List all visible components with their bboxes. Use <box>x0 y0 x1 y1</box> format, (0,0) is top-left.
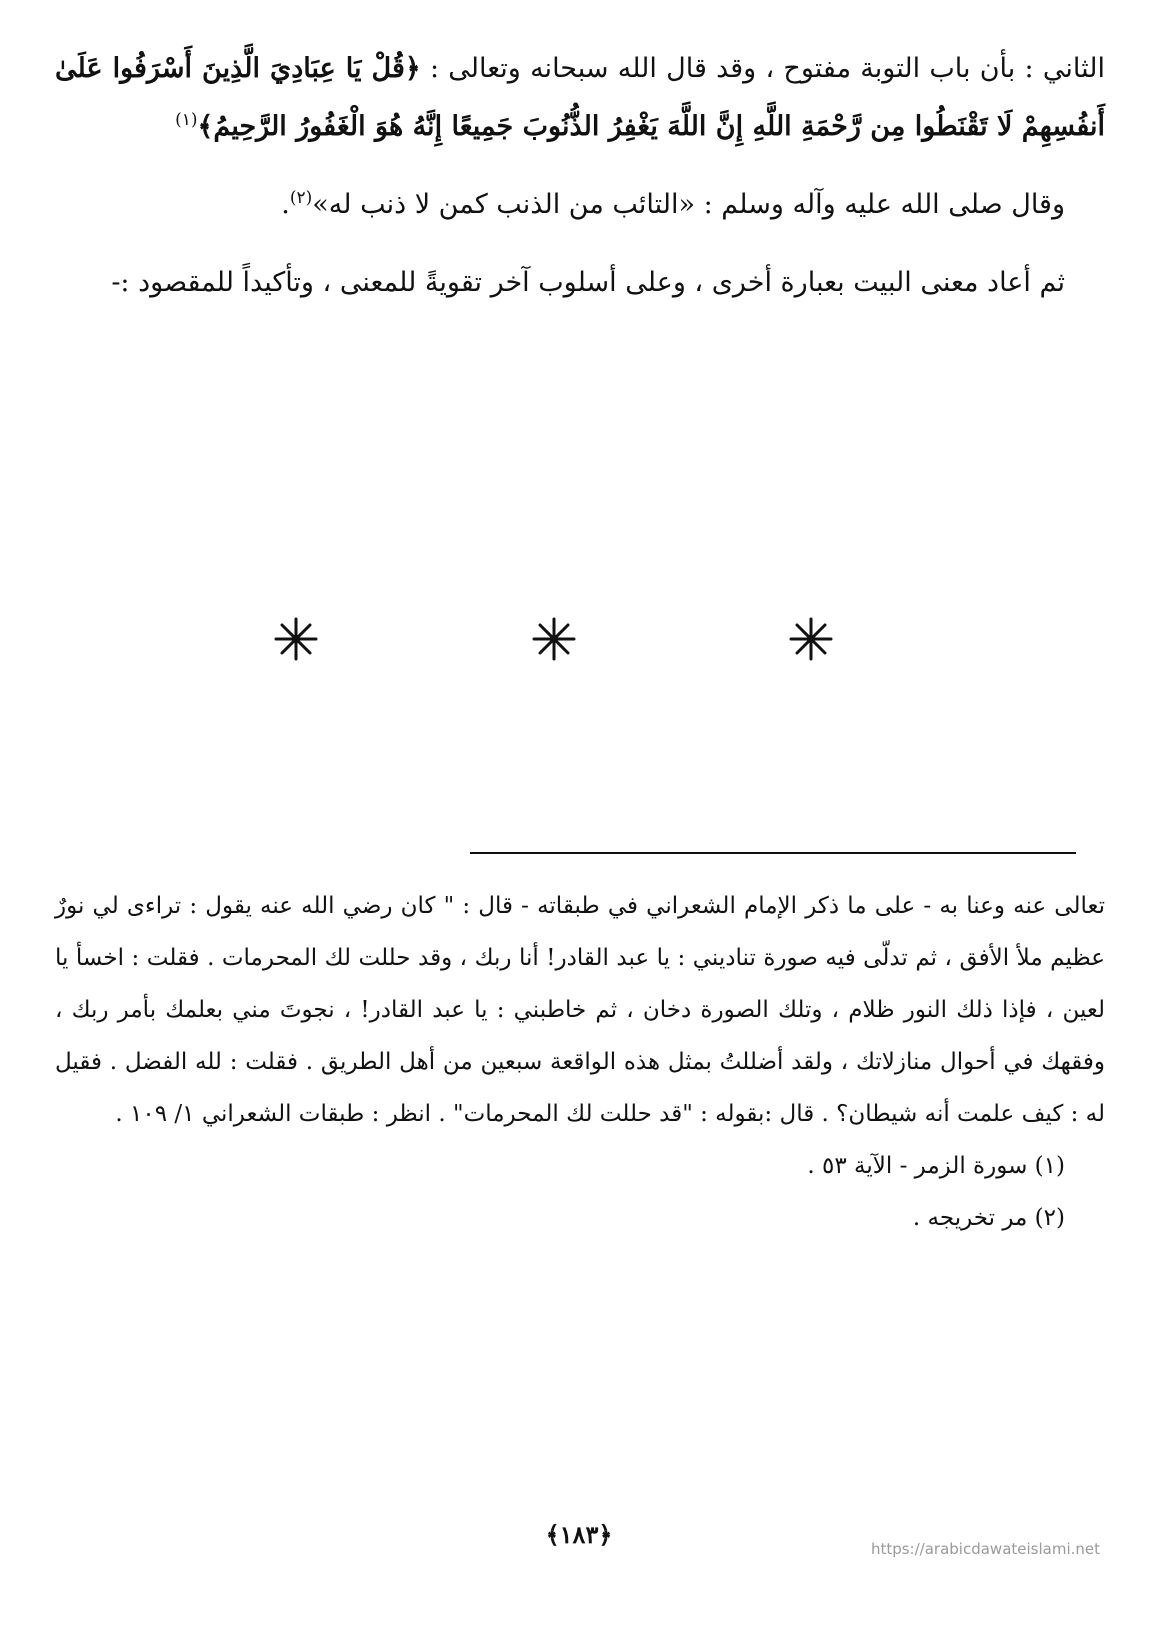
footnote-ref-1: (١) <box>175 110 198 130</box>
asterisk-ornament-icon <box>530 615 578 663</box>
paragraph-1-text: الثاني : بأن باب التوبة مفتوح ، وقد قال الله سبحانه وتعالى : <box>420 53 1105 84</box>
footnote-continued: تعالى عنه وعنا به - على ما ذكر الإمام الشعراني في طبقاته - قال : " كان رضي الله عنه يقول : تراءى لي نورٌ عظيم ملأ الأفق ، ثم تدلّى فيه صورة تناديني : يا عبد القادر! أنا ربك ، وقد حللت لك المحرمات . فقلت : اخسأ يا لعين ، فإذا ذلك النور ظلام ، وتلك الصورة دخان ، ثم خاطبني : يا عبد القادر! ، نجوتَ مني بعلمك بأمر ربك ، وفقهك في أحوال منازلاتك ، ولقد أضللتُ بمثل هذه الواقعة سبعين من أهل الطريق . فقلت : لله الفضل . فقيل له : كيف علمت أنه شيطان؟ . قال :بقوله : "قد حللت لك المحرمات" . انظر : طبقات الشعراني ١/ ١٠٩ . <box>55 893 1105 1127</box>
footnote-2: (٢) مر تخريجه . <box>912 1205 1065 1231</box>
paragraph-3: ثم أعاد معنى البيت بعبارة أخرى ، وعلى أسلوب آخر تقويةً للمعنى ، وتأكيداً للمقصود :- <box>111 267 1065 298</box>
paragraph-2-end: . <box>281 189 290 220</box>
paragraph-1 <box>55 40 1105 156</box>
page-number: ﴿١٨٣﴾ <box>545 1520 613 1549</box>
quran-verse: ﴿قُلْ يَا عِبَادِيَ الَّذِينَ أَسْرَفُوا عَلَىٰ أَنفُسِهِمْ لَا تَقْنَطُوا مِن رَّحْمَةِ اللَّهِ إِنَّ اللَّهَ يَغْفِرُ الذُّنُوبَ جَمِيعًا إِنَّهُ هُوَ الْغَفُورُ الرَّحِيمُ﴾ <box>55 53 1105 142</box>
footnote-ref-2: (٢) <box>289 188 313 208</box>
asterisk-ornament-icon <box>787 615 835 663</box>
section-separator <box>0 615 1158 675</box>
main-text <box>55 40 1105 312</box>
hadith-text: وقال صلى الله عليه وآله وسلم : «التائب من الذنب كمن لا ذنب له» <box>312 189 1065 220</box>
asterisk-ornament-icon <box>272 615 320 663</box>
footnote-1: (١) سورة الزمر - الآية ٥٣ . <box>807 1153 1065 1179</box>
watermark-url: https://arabicdawateislami.net <box>870 1540 1100 1558</box>
footnotes <box>55 880 1105 1244</box>
footnote-divider <box>470 852 1076 854</box>
paragraph-2 <box>55 176 1105 234</box>
